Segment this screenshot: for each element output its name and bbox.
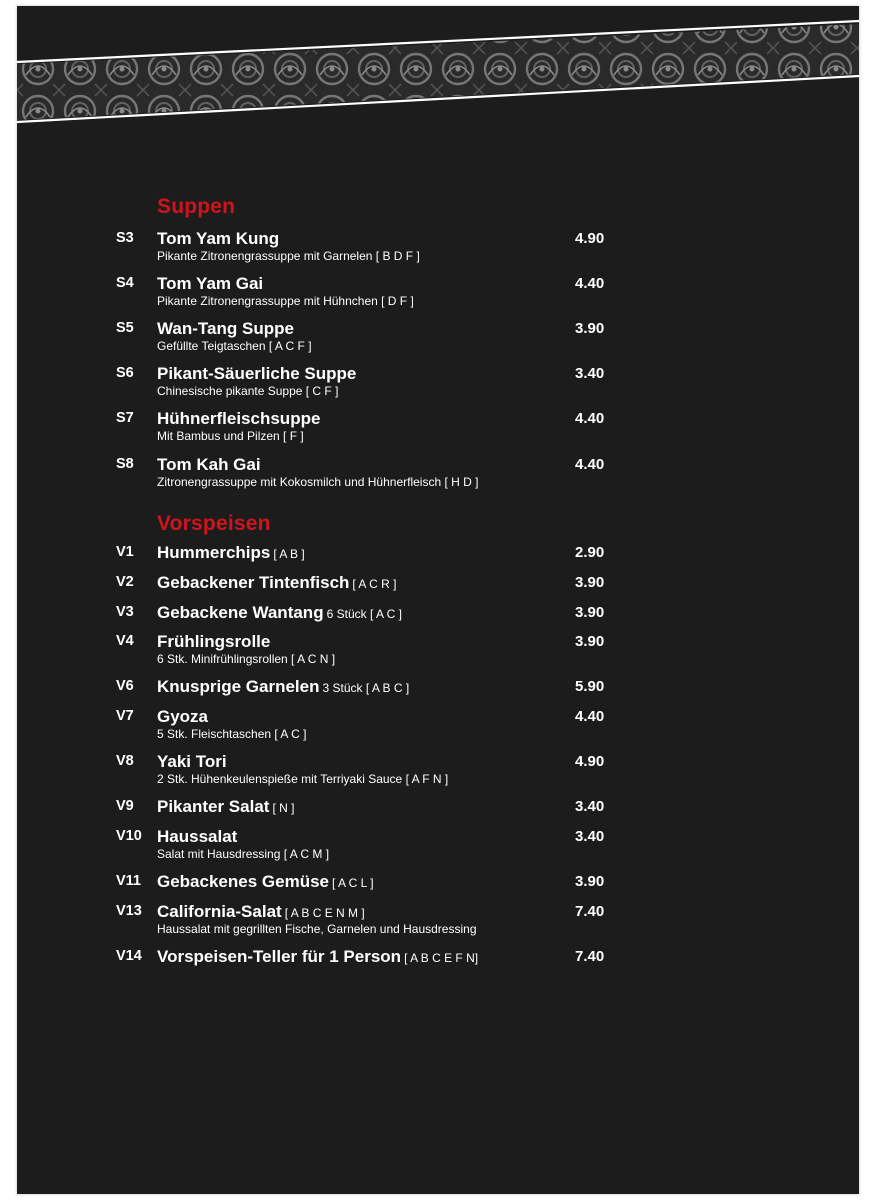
item-name: Haussalat [157, 827, 238, 846]
item-code: V13 [116, 903, 142, 919]
menu-item [17, 707, 859, 747]
item-price: 7.40 [575, 903, 605, 920]
item-name: Hummerchips [157, 543, 271, 562]
item-title-line [157, 752, 227, 772]
item-name: Tom Yam Gai [157, 274, 264, 293]
item-name: Frühlingsrolle [157, 632, 271, 651]
item-code: V4 [116, 633, 134, 649]
item-code: V9 [116, 798, 134, 814]
item-title-line [157, 543, 305, 563]
menu-item [17, 947, 859, 987]
menu-item [17, 455, 859, 495]
item-title-line [157, 797, 294, 817]
item-price: 3.90 [575, 320, 605, 337]
item-code: S4 [116, 275, 134, 291]
dragon-pattern-band [17, 6, 859, 136]
item-price: 7.40 [575, 948, 605, 965]
menu-item [17, 752, 859, 792]
item-name: Pikant-Säuerliche Suppe [157, 364, 357, 383]
item-note: [ A C R ] [352, 577, 397, 591]
menu-item [17, 632, 859, 672]
item-code: V8 [116, 753, 134, 769]
item-code: S7 [116, 410, 134, 426]
item-name: Gyoza [157, 707, 209, 726]
item-code: S5 [116, 320, 134, 336]
item-price: 3.90 [575, 604, 605, 621]
item-description: Salat mit Hausdressing [ A C M ] [157, 847, 330, 861]
item-note: [ A B ] [273, 547, 305, 561]
item-code: S6 [116, 365, 134, 381]
item-price: 3.90 [575, 574, 605, 591]
menu-item [17, 409, 859, 449]
item-note: [ N ] [272, 801, 295, 815]
item-title-line [157, 632, 270, 652]
item-price: 4.40 [575, 275, 605, 292]
item-description: Pikante Zitronengrassuppe mit Hühnchen [ D F ] [157, 294, 414, 308]
item-code: V11 [116, 873, 141, 889]
item-price: 3.40 [575, 798, 605, 815]
item-price: 4.90 [575, 753, 605, 770]
item-name: Wan-Tang Suppe [157, 319, 294, 338]
item-price: 4.90 [575, 230, 605, 247]
item-title-line [157, 677, 409, 697]
item-description: 5 Stk. Fleischtaschen [ A C ] [157, 727, 307, 741]
item-description: 2 Stk. Hühenkeulenspieße mit Terriyaki Sauce [ A F N ] [157, 772, 449, 786]
item-title-line [157, 603, 402, 623]
item-title-line [157, 707, 208, 727]
item-title-line [157, 229, 279, 249]
item-name: Vorspeisen-Teller für 1 Person [157, 947, 402, 966]
item-price: 4.40 [575, 708, 605, 725]
item-code: V1 [116, 544, 134, 560]
item-code: V14 [116, 948, 142, 964]
item-description: 6 Stk. Minifrühlingsrollen [ A C N ] [157, 652, 336, 666]
item-title-line [157, 902, 365, 922]
item-title-line [157, 573, 396, 593]
item-name: Knusprige Garnelen [157, 677, 320, 696]
menu-item [17, 827, 859, 867]
item-name: Gebackene Wantang [157, 603, 324, 622]
item-price: 5.90 [575, 678, 605, 695]
section-title: Suppen [157, 195, 236, 218]
item-code: V7 [116, 708, 134, 724]
item-name: Gebackenes Gemüse [157, 872, 329, 891]
item-title-line [157, 947, 478, 967]
item-note: [ A C L ] [331, 876, 374, 890]
item-name: Pikanter Salat [157, 797, 270, 816]
item-description: Gefüllte Teigtaschen [ A C F ] [157, 339, 312, 353]
menu-page [17, 6, 859, 1194]
item-description: Haussalat mit gegrillten Fische, Garnelen und Hausdressing [157, 922, 477, 936]
item-code: V2 [116, 574, 134, 590]
item-title-line [157, 455, 261, 475]
item-name: Yaki Tori [157, 752, 227, 771]
item-name: Tom Kah Gai [157, 455, 261, 474]
item-code: V3 [116, 604, 134, 620]
item-name: Hühnerfleischsuppe [157, 409, 321, 428]
item-title-line [157, 409, 320, 429]
item-price: 3.90 [575, 633, 605, 650]
item-code: V6 [116, 678, 134, 694]
item-description: Mit Bambus und Pilzen [ F ] [157, 429, 304, 443]
item-title-line [157, 364, 356, 384]
item-description: Zitronengrassuppe mit Kokosmilch und Hühnerfleisch [ H D ] [157, 475, 479, 489]
item-title-line [157, 872, 374, 892]
menu-item [17, 364, 859, 404]
item-price: 4.40 [575, 456, 605, 473]
item-title-line [157, 827, 237, 847]
item-price: 4.40 [575, 410, 605, 427]
item-description: Chinesische pikante Suppe [ C F ] [157, 384, 339, 398]
item-code: V10 [116, 828, 142, 844]
item-name: Gebackener Tintenfisch [157, 573, 350, 592]
item-note: 6 Stück [ A C ] [326, 607, 402, 621]
section-title: Vorspeisen [157, 512, 271, 535]
item-price: 2.90 [575, 544, 605, 561]
item-code: S8 [116, 456, 134, 472]
menu-item [17, 274, 859, 314]
item-price: 3.90 [575, 873, 605, 890]
item-note: [ A B C E F N] [404, 951, 479, 965]
menu-item [17, 319, 859, 359]
menu-item [17, 229, 859, 269]
item-name: California-Salat [157, 902, 282, 921]
item-description: Pikante Zitronengrassuppe mit Garnelen [ B D F ] [157, 249, 420, 263]
item-code: S3 [116, 230, 134, 246]
item-price: 3.40 [575, 828, 605, 845]
item-name: Tom Yam Kung [157, 229, 280, 248]
menu-item [17, 902, 859, 942]
item-note: 3 Stück [ A B C ] [322, 681, 410, 695]
item-title-line [157, 319, 294, 339]
item-price: 3.40 [575, 365, 605, 382]
item-note: [ A B C E N M ] [284, 906, 365, 920]
item-title-line [157, 274, 263, 294]
